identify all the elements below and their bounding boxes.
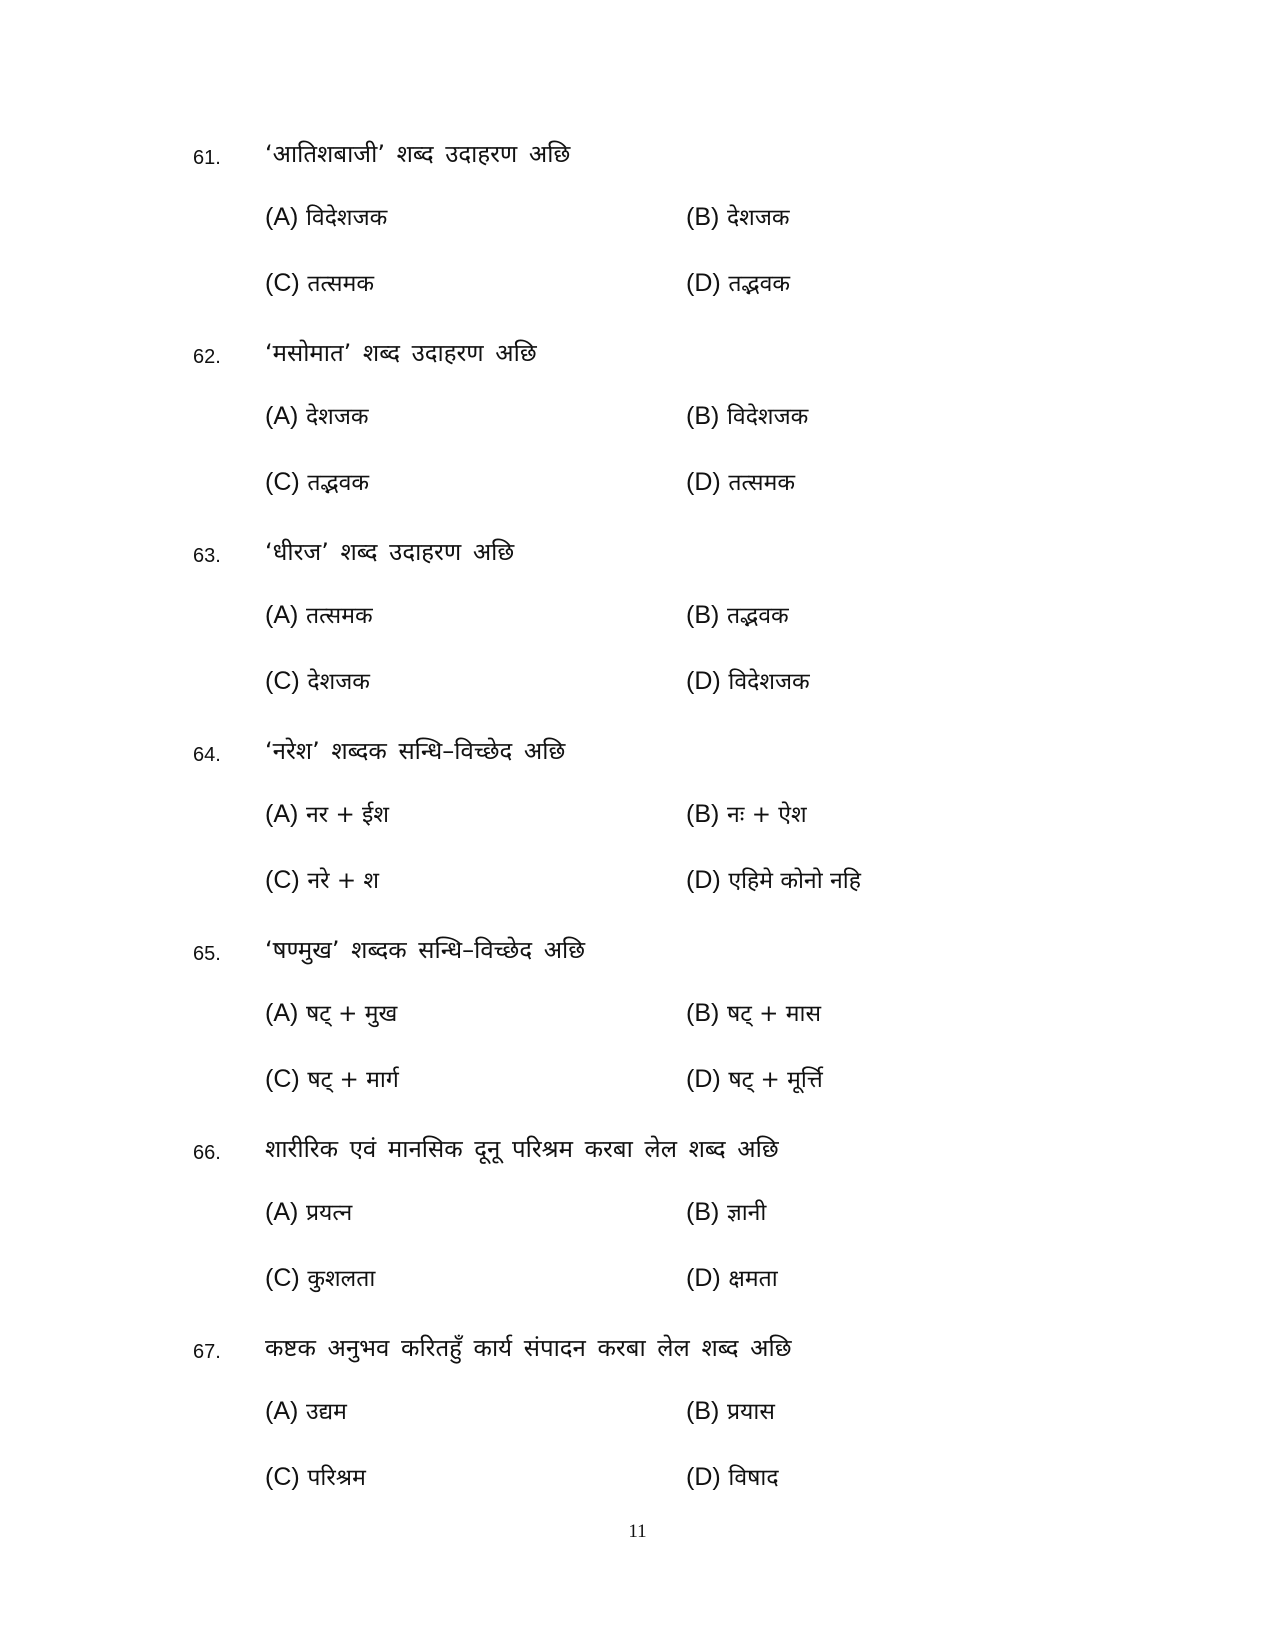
option-letter: (A) bbox=[265, 1397, 299, 1425]
option-c bbox=[265, 266, 374, 301]
question-text: कष्टक अनुभव करितहुँ कार्य संपादन करबा लेल शब्द अछि bbox=[265, 1334, 792, 1362]
option-letter: (D) bbox=[686, 269, 721, 297]
option-d bbox=[686, 1460, 779, 1495]
option-d bbox=[686, 1062, 823, 1097]
option-c bbox=[265, 465, 369, 500]
option-c bbox=[265, 863, 379, 898]
option-letter: (D) bbox=[686, 866, 721, 894]
option-text: तद्भवक bbox=[726, 603, 789, 629]
option-letter: (B) bbox=[686, 402, 720, 430]
option-text: विदेशजक bbox=[728, 669, 810, 695]
question-number: 64. bbox=[193, 744, 221, 766]
option-text: नर + ईश bbox=[305, 802, 389, 828]
question-text: ‘मसोमात’ शब्द उदाहरण अछि bbox=[265, 339, 537, 367]
question-text: ‘आतिशबाजी’ शब्द उदाहरण अछि bbox=[265, 140, 571, 168]
option-letter: (D) bbox=[686, 667, 721, 695]
question-62 bbox=[0, 337, 1275, 527]
option-b bbox=[686, 1394, 775, 1429]
option-letter: (C) bbox=[265, 269, 300, 297]
question-65 bbox=[0, 934, 1275, 1124]
option-letter: (B) bbox=[686, 601, 720, 629]
option-letter: (C) bbox=[265, 468, 300, 496]
option-b bbox=[686, 399, 808, 434]
question-number: 65. bbox=[193, 943, 221, 965]
question-text: शारीरिक एवं मानसिक दूनू परिश्रम करबा लेल शब्द अछि bbox=[265, 1135, 779, 1163]
option-b bbox=[686, 1195, 766, 1230]
option-b bbox=[686, 996, 821, 1031]
option-a bbox=[265, 1394, 347, 1429]
question-61 bbox=[0, 138, 1275, 328]
option-text: प्रयत्न bbox=[305, 1200, 353, 1226]
option-letter: (A) bbox=[265, 800, 299, 828]
option-text: तत्समक bbox=[305, 603, 373, 629]
option-letter: (B) bbox=[686, 1397, 720, 1425]
option-text: विषाद bbox=[728, 1465, 779, 1491]
option-letter: (C) bbox=[265, 866, 300, 894]
option-c bbox=[265, 664, 370, 699]
option-text: नः + ऐश bbox=[726, 802, 807, 828]
option-a bbox=[265, 996, 397, 1031]
option-letter: (C) bbox=[265, 1065, 300, 1093]
option-letter: (D) bbox=[686, 1264, 721, 1292]
option-text: विदेशजक bbox=[305, 205, 388, 231]
option-text: परिश्रम bbox=[307, 1465, 366, 1491]
option-text: देशजक bbox=[305, 404, 369, 430]
question-66 bbox=[0, 1133, 1275, 1323]
option-a bbox=[265, 1195, 352, 1230]
question-64 bbox=[0, 735, 1275, 925]
option-a bbox=[265, 797, 389, 832]
option-text: देशजक bbox=[307, 669, 370, 695]
option-letter: (D) bbox=[686, 468, 721, 496]
question-number: 63. bbox=[193, 545, 221, 567]
option-text: षट् + मार्ग bbox=[307, 1067, 399, 1093]
option-text: तद्भवक bbox=[728, 271, 791, 297]
option-letter: (B) bbox=[686, 999, 720, 1027]
option-d bbox=[686, 1261, 778, 1296]
option-text: षट् + मास bbox=[726, 1001, 822, 1027]
option-d bbox=[686, 266, 790, 301]
option-d bbox=[686, 664, 810, 699]
option-letter: (B) bbox=[686, 800, 720, 828]
option-text: उद्यम bbox=[305, 1399, 347, 1425]
option-text: कुशलता bbox=[307, 1266, 376, 1292]
option-letter: (A) bbox=[265, 402, 299, 430]
option-a bbox=[265, 200, 387, 235]
option-letter: (B) bbox=[686, 203, 720, 231]
page-number: 11 bbox=[628, 1521, 647, 1542]
question-text: ‘नरेश’ शब्दक सन्धि–विच्छेद अछि bbox=[265, 737, 566, 765]
option-text: देशजक bbox=[726, 205, 790, 231]
option-letter: (C) bbox=[265, 667, 300, 695]
option-letter: (D) bbox=[686, 1463, 721, 1491]
option-b bbox=[686, 797, 807, 832]
question-number: 67. bbox=[193, 1341, 221, 1363]
question-63 bbox=[0, 536, 1275, 726]
option-c bbox=[265, 1062, 399, 1097]
option-letter: (A) bbox=[265, 203, 299, 231]
option-text: षट् + मूर्त्ति bbox=[728, 1067, 823, 1093]
option-a bbox=[265, 399, 369, 434]
option-letter: (D) bbox=[686, 1065, 721, 1093]
option-text: तत्समक bbox=[728, 470, 796, 496]
option-text: क्षमता bbox=[728, 1266, 778, 1292]
option-d bbox=[686, 465, 795, 500]
question-number: 66. bbox=[193, 1142, 221, 1164]
option-text: एहिमे कोनो नहि bbox=[728, 868, 861, 894]
option-letter: (A) bbox=[265, 1198, 299, 1226]
question-text: ‘धीरज’ शब्द उदाहरण अछि bbox=[265, 538, 515, 566]
question-number: 62. bbox=[193, 346, 221, 368]
option-text: विदेशजक bbox=[726, 404, 809, 430]
option-text: नरे + श bbox=[307, 868, 380, 894]
option-c bbox=[265, 1261, 375, 1296]
option-letter: (A) bbox=[265, 999, 299, 1027]
option-a bbox=[265, 598, 373, 633]
option-letter: (B) bbox=[686, 1198, 720, 1226]
option-letter: (C) bbox=[265, 1264, 300, 1292]
option-c bbox=[265, 1460, 366, 1495]
option-letter: (A) bbox=[265, 601, 299, 629]
option-letter: (C) bbox=[265, 1463, 300, 1491]
option-text: तद्भवक bbox=[307, 470, 370, 496]
option-d bbox=[686, 863, 861, 898]
question-text: ‘षण्मुख’ शब्दक सन्धि–विच्छेद अछि bbox=[265, 936, 586, 964]
option-text: षट् + मुख bbox=[305, 1001, 398, 1027]
option-b bbox=[686, 598, 789, 633]
option-b bbox=[686, 200, 790, 235]
question-number: 61. bbox=[193, 147, 221, 169]
option-text: प्रयास bbox=[726, 1399, 775, 1425]
question-67 bbox=[0, 1332, 1275, 1522]
option-text: तत्समक bbox=[307, 271, 375, 297]
option-text: ज्ञानी bbox=[726, 1200, 767, 1226]
